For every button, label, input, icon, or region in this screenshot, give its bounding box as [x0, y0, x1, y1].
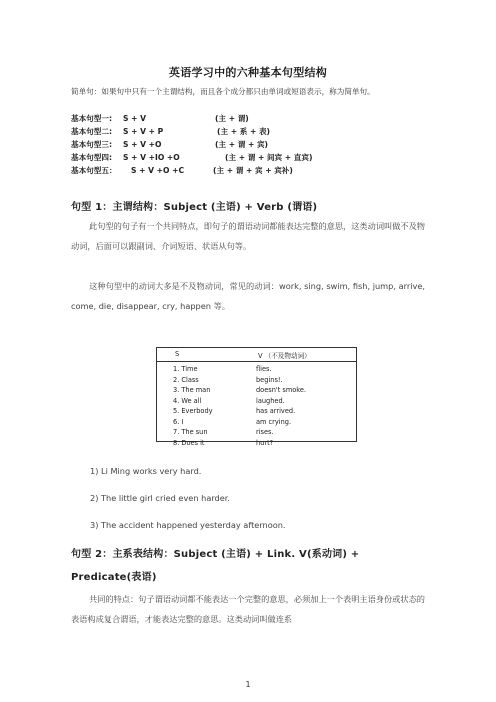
section1-heading: 句型 1：主谓结构：Subject (主语) + Verb (谓语) — [71, 202, 318, 213]
table-row — [157, 376, 356, 386]
section1-paragraph-2 — [71, 276, 425, 316]
table-cell-verb: laughed. — [256, 396, 285, 405]
table-cell-verb: am crying. — [256, 417, 292, 426]
table-row — [157, 439, 356, 449]
table-cell-subject: 1. Time — [173, 365, 198, 373]
section1-paragraph-2-text: 这种句型中的动词大多是不及物动词，常见的动词：work, sing, swim, fish, jump, arrive, come, die, disappear, cry, happen 等。 — [71, 281, 425, 311]
table-cell-verb: doesn't smoke. — [256, 386, 307, 394]
section2-heading-line-2: Predicate(表语) — [71, 572, 157, 583]
pattern-note: (主 + 谓 + 宾 + 宾补) — [213, 166, 293, 175]
pattern-label: 基本句型二: — [71, 127, 113, 136]
example-sentence: 2) The little girl cried even harder. — [90, 493, 231, 503]
pattern-note: (主 + 谓) — [215, 114, 249, 123]
pattern-label: 基本句型一: — [71, 114, 113, 123]
document-title: 英语学习中的六种基本句型结构 — [168, 66, 328, 79]
table-row — [157, 407, 356, 417]
table-row — [157, 418, 356, 428]
table-cell-subject: 3. The man — [173, 386, 211, 394]
table-cell-verb: rises. — [256, 428, 274, 436]
intro-text: 简单句：如果句中只有一个主谓结构，而且各个成分都只由单词或短语表示，称为简单句。 — [71, 87, 375, 96]
table-cell-subject: 8. Does it — [173, 438, 205, 447]
example-sentence: 3) The accident happened yesterday afternoon. — [90, 520, 286, 530]
table-header — [157, 348, 356, 362]
pattern-note: (主 + 谓 + 间宾 + 直宾) — [225, 153, 313, 162]
pattern-formula: S + V + P — [123, 127, 164, 136]
pattern-note: (主 + 系 + 表) — [217, 127, 271, 136]
table-cell-subject: 4. We all — [173, 396, 202, 405]
table-cell-subject: 6. I — [173, 417, 184, 426]
table-cell-verb: begins!. — [256, 375, 283, 384]
table-cell-subject: 7. The sun — [173, 428, 208, 436]
section2-paragraph-text: 共同的特点：句子谓语动词都不能表达一个完整的意思，必须加上一个表明主语身份或状态的表语构成复合谓语，才能表达完整的意思。这类动词叫做连系 — [71, 594, 425, 624]
pattern-note: (主 + 谓 + 宾) — [215, 140, 269, 149]
pattern-label: 基本句型五： — [71, 166, 117, 175]
table-row — [157, 386, 356, 396]
page-number: 1 — [245, 680, 251, 689]
section2-heading-line-1: 句型 2：主系表结构：Subject (主语) + Link. V(系动词) + — [71, 549, 360, 560]
section2-paragraph — [71, 589, 425, 629]
pattern-formula: S + V +O — [123, 140, 162, 149]
pattern-label: 基本句型三: — [71, 140, 113, 149]
table-cell-verb: has arrived. — [256, 407, 296, 415]
pattern-formula: S + V +O +C — [131, 166, 185, 175]
table-cell-subject: 5. Everbody — [173, 407, 213, 415]
table-cell-subject: 2. Class — [173, 375, 199, 384]
pattern-formula: S + V — [123, 114, 146, 123]
table-row — [157, 428, 356, 438]
table-header-s: S — [175, 350, 180, 358]
section1-paragraph-1 — [71, 216, 425, 256]
pattern-label: 基本句型四: — [71, 153, 113, 162]
example-sentence: 1) Li Ming works very hard. — [90, 466, 202, 476]
pattern-formula: S + V +IO +O — [123, 153, 180, 162]
example-table — [156, 347, 357, 447]
table-row — [157, 397, 356, 407]
section1-paragraph-1-text: 此句型的句子有一个共同特点，即句子的谓语动词都能表达完整的意思，这类动词叫做不及物动词，后面可以跟副词、介词短语、状语从句等。 — [71, 221, 425, 251]
table-header-v: V （不及物动词） — [258, 352, 311, 360]
table-cell-verb: hurt? — [256, 438, 274, 447]
table-row — [157, 365, 356, 375]
table-cell-verb: flies. — [256, 365, 272, 373]
